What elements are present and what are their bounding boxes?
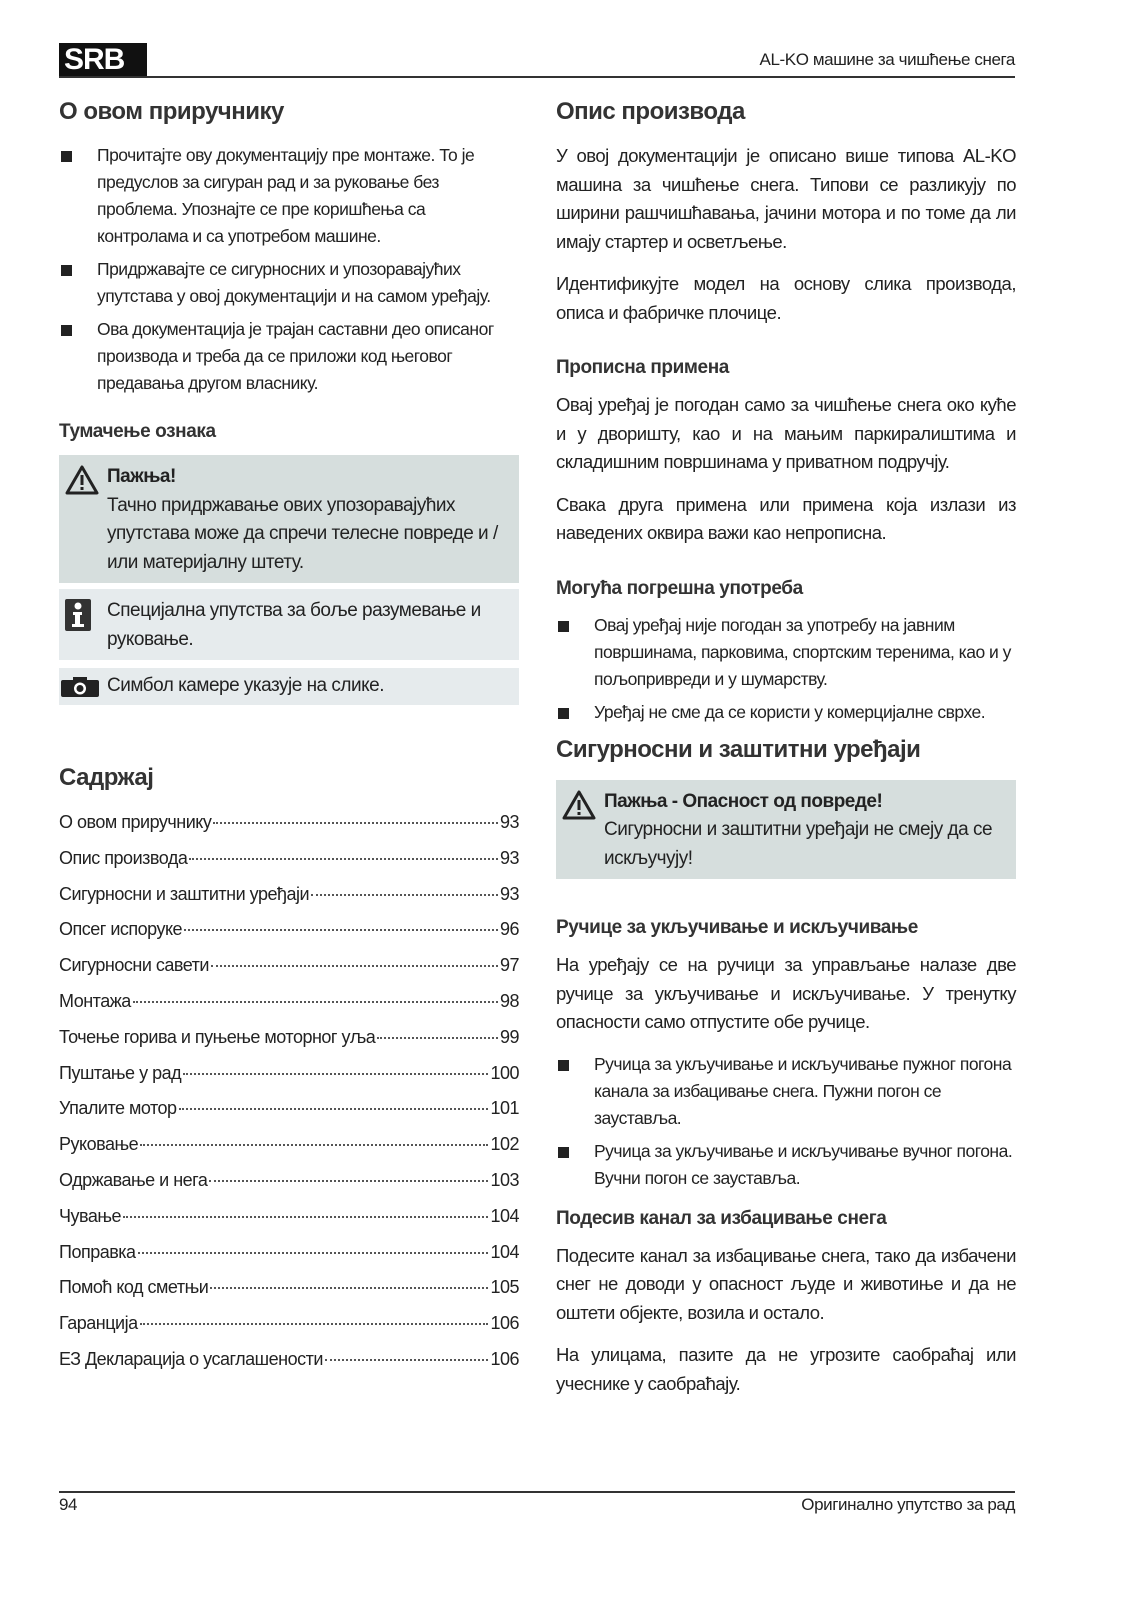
bullet-square-icon	[61, 325, 72, 336]
toc-label: Сигурносни савети	[59, 955, 209, 976]
bullet-square-icon	[61, 265, 72, 276]
toc-leader	[138, 1252, 489, 1254]
toc-leader	[140, 1144, 488, 1146]
camera-text: Симбол камере указује на слике.	[107, 675, 384, 696]
handles-list	[556, 1051, 1016, 1192]
toc-page: 96	[499, 919, 519, 940]
toc-entry[interactable]	[59, 991, 519, 1027]
toc	[59, 764, 519, 1385]
toc-leader	[211, 965, 498, 967]
safety-warning-box	[556, 780, 1016, 880]
toc-entry[interactable]	[59, 884, 519, 920]
toc-page: 105	[490, 1277, 519, 1298]
toc-page: 93	[499, 847, 519, 868]
toc-entry[interactable]	[59, 1098, 519, 1134]
toc-leader	[140, 1323, 489, 1325]
camera-icon	[61, 677, 99, 697]
toc-entry[interactable]	[59, 1277, 519, 1313]
toc-page: 104	[490, 1205, 519, 1226]
toc-entry[interactable]	[59, 1349, 519, 1385]
toc-label: Поправка	[59, 1241, 136, 1262]
misuse-list	[556, 612, 1016, 726]
camera-box	[59, 668, 519, 705]
toc-page: 93	[499, 883, 519, 904]
intended-use-text-2: Свака друга примена или примена која излази из наведених оквира важи као непрописна.	[556, 493, 1016, 543]
bullet-square-icon	[558, 1147, 569, 1158]
toc-label: Опсег испоруке	[59, 919, 183, 940]
toc-leader	[325, 1359, 489, 1361]
safety-heading: Сигурносни и заштитни уређаји	[556, 735, 921, 763]
list-item: Придржавајте се сигурносних и упозоравајућих упутстава у овој документацији и на самом уређају.	[59, 256, 519, 310]
toc-page: 104	[490, 1241, 519, 1262]
footer-rule	[59, 1491, 1015, 1493]
toc-label: Сигурносни и заштитни уређаји	[59, 883, 310, 904]
toc-entry[interactable]	[59, 955, 519, 991]
handles-heading: Ручице за укључивање и искључивање	[556, 917, 918, 938]
warning-triangle-icon	[65, 465, 99, 495]
list-item: Ручица за укључивање и искључивање пужног погона канала за избацивање снега. Пужни погон се зауставља.	[556, 1051, 1016, 1132]
symbols-heading: Тумачење ознака	[59, 421, 216, 442]
toc-label: Пуштање у рад	[59, 1062, 182, 1083]
footer-title: Оригинално упутство за рад	[801, 1495, 1015, 1514]
toc-page: 97	[499, 955, 519, 976]
bullet-square-icon	[558, 708, 569, 719]
list-item: Овај уређај није погодан за употребу на јавним површинама, парковима, спортским теренима, као и у пољопривреди и у шумарству.	[556, 612, 1016, 693]
list-item: Уређај не сме да се користи у комерцијалне сврхе.	[556, 699, 1016, 726]
toc-leader	[377, 1037, 498, 1039]
toc-leader	[311, 894, 498, 896]
toc-page: 106	[490, 1313, 519, 1334]
toc-entry[interactable]	[59, 1134, 519, 1170]
toc-leader	[184, 929, 498, 931]
about-heading: О овом приручнику	[59, 98, 284, 125]
toc-entry[interactable]	[59, 1206, 519, 1242]
chute-text: Подесите канал за избацивање снега, тако да избачени снег не доводи у опасност људе и животиње и да не оштети објекте, возила и остало.	[556, 1244, 1016, 1323]
toc-page: 103	[490, 1169, 519, 1190]
page-number: 94	[59, 1495, 78, 1514]
bullet-square-icon	[558, 1060, 569, 1071]
toc-label: Одржавање и нега	[59, 1169, 208, 1190]
toc-entry[interactable]	[59, 1313, 519, 1349]
toc-page: 101	[490, 1098, 519, 1119]
toc-label: Чување	[59, 1205, 122, 1226]
toc-entry[interactable]	[59, 1170, 519, 1206]
toc-entry[interactable]	[59, 812, 519, 848]
list-item: Прочитајте ову документацију пре монтаже. То је предуслов за сигуран рад и за руковање без проблема. Упознајте се пре коришћења са контролама и са употребом машине.	[59, 142, 519, 250]
about-list	[59, 142, 519, 397]
toc-label: Монтажа	[59, 990, 131, 1011]
warning-text: Сигурносни и заштитни уређаји не смеју да се искључују!	[604, 819, 993, 869]
toc-page: 98	[499, 990, 519, 1011]
toc-page: 100	[490, 1062, 519, 1083]
info-box	[59, 589, 519, 660]
toc-leader	[189, 858, 498, 860]
toc-heading: Садржај	[59, 764, 154, 791]
warning-triangle-icon	[562, 790, 596, 820]
toc-leader	[209, 1180, 488, 1182]
product-heading: Опис производа	[556, 98, 745, 125]
toc-label: Гаранција	[59, 1313, 138, 1334]
info-text: Специјална упутства за боље разумевање и руковање.	[107, 600, 481, 650]
warning-box	[59, 455, 519, 583]
toc-entry[interactable]	[59, 848, 519, 884]
toc-entry[interactable]	[59, 1063, 519, 1099]
misuse-heading: Могућа погрешна употреба	[556, 577, 803, 599]
toc-page: 106	[490, 1348, 519, 1369]
intended-use-text: Овај уређај је погодан само за чишћење снега око куће и у дворишту, као и на мањим паркиралиштима и складишним површинама у приватном подручју.	[556, 394, 1016, 472]
toc-page: 93	[499, 812, 519, 832]
chute-heading: Подесив канал за избацивање снега	[556, 1207, 887, 1229]
toc-label: О овом приручнику	[59, 812, 212, 832]
toc-leader	[133, 1001, 498, 1003]
language-badge: SRB	[59, 43, 147, 77]
toc-label: Руковање	[59, 1134, 139, 1155]
toc-leader	[183, 1073, 488, 1075]
toc-label: Упалите мотор	[59, 1098, 177, 1119]
toc-label: Опис производа	[59, 847, 188, 868]
toc-entry[interactable]	[59, 1027, 519, 1063]
list-item: Ручица за укључивање и искључивање вучног погона. Вучни погон се зауставља.	[556, 1138, 1016, 1192]
left-column	[59, 98, 519, 705]
toc-leader	[210, 1287, 488, 1289]
bullet-square-icon	[558, 621, 569, 632]
toc-label: Точење горива и пуњење моторног уља	[59, 1026, 376, 1047]
warning-title: Пажња!	[107, 466, 176, 487]
intended-use-heading: Прописна примена	[556, 357, 729, 378]
toc-page: 102	[490, 1134, 519, 1155]
toc-entry[interactable]	[59, 919, 519, 955]
toc-label: ЕЗ Декларација о усаглашености	[59, 1348, 323, 1369]
header-title: AL-KO машине за чишћење снега	[759, 50, 1015, 69]
product-text-2: Идентификујте модел на основу слика производа, описа и фабричке плочице.	[556, 273, 1016, 323]
bullet-square-icon	[61, 151, 72, 162]
right-column	[556, 98, 1016, 1412]
toc-label: Помоћ код сметњи	[59, 1277, 209, 1298]
toc-leader	[123, 1216, 488, 1218]
toc-entry[interactable]	[59, 1242, 519, 1278]
toc-leader	[213, 822, 498, 824]
toc-leader	[179, 1108, 489, 1110]
chute-text-2: На улицама, пазите да не угрозите саобраћај или учеснике у саобраћају.	[556, 1344, 1016, 1394]
warning-text: Тачно придржавање ових упозоравајућих упутстава може да спречи телесне повреде и / или материјалну штету.	[107, 494, 498, 573]
header-rule	[59, 76, 1015, 78]
toc-page: 99	[499, 1026, 519, 1047]
list-item: Ова документација је трајан саставни део описаног производа и треба да се приложи код његовог предавања другом власнику.	[59, 316, 519, 397]
product-text: У овој документацији је описано више типова AL-KO машина за чишћење снега. Типови се разликују по ширини рашчишћавања, јачини мотора и по томе да ли имају стартер и осветљење.	[556, 145, 1016, 252]
handles-text: На уређају се на ручици за управљање налазе две ручице за укључивање и искључивање. У тренутку опасности само отпустите обе ручице.	[556, 954, 1016, 1032]
info-icon	[65, 599, 91, 631]
warning-title: Пажња - Опасност од повреде!	[604, 790, 883, 812]
